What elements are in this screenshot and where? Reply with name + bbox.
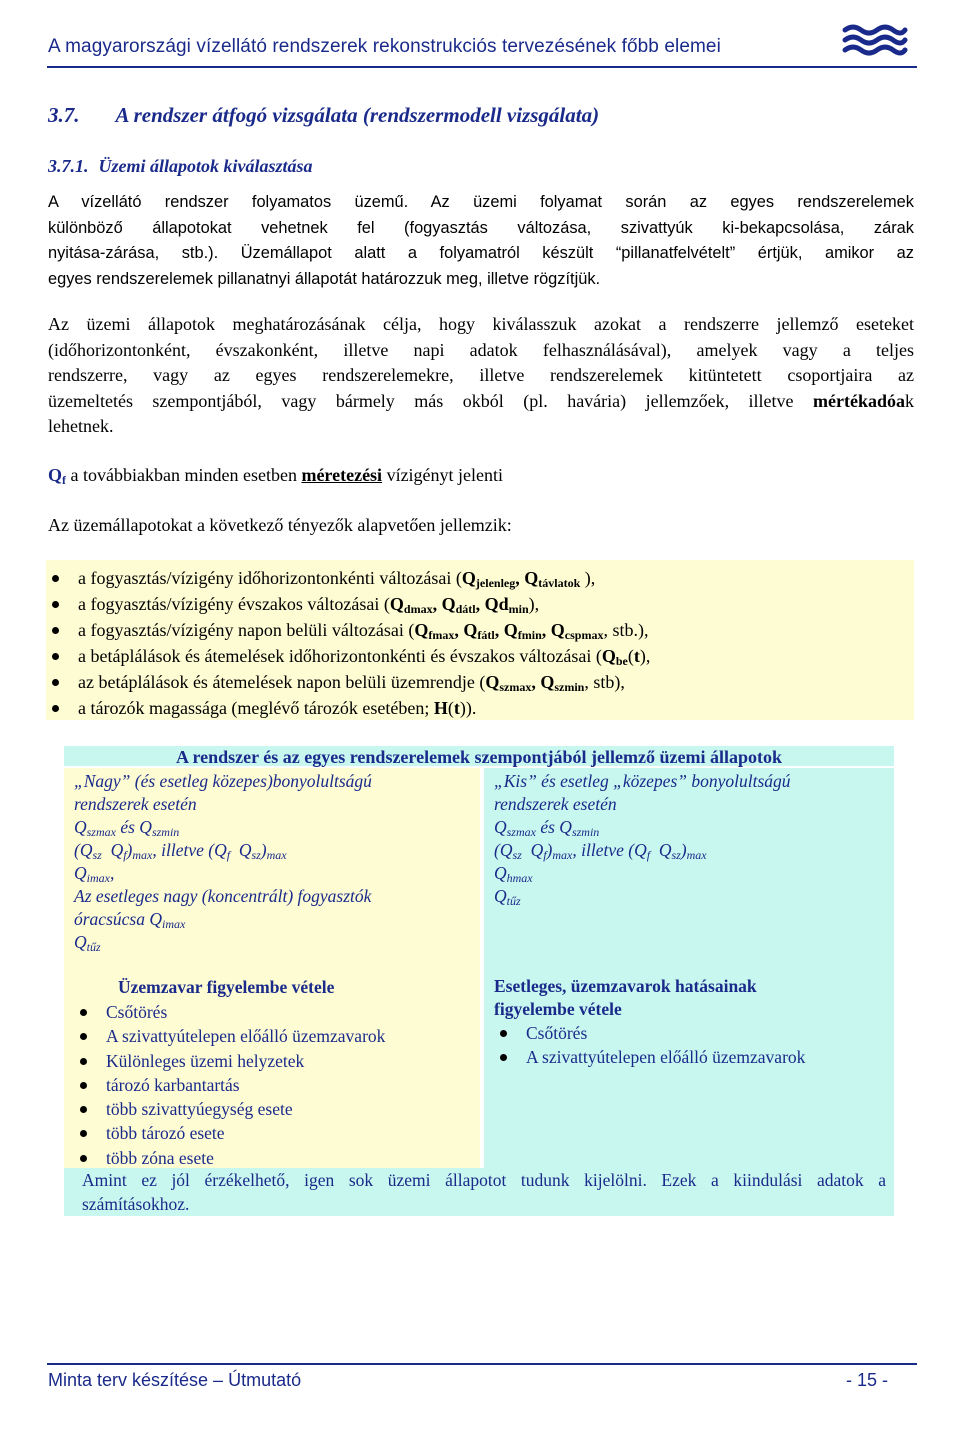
page-number: - 15 - bbox=[845, 1370, 888, 1390]
paragraph-2 bbox=[48, 312, 914, 440]
subsection-title: Üzemi állapotok kiválasztása bbox=[98, 156, 313, 176]
section-title: A rendszer átfogó vizsgálata (rendszermodell vizsgálata) bbox=[115, 103, 600, 127]
fault-left-heading: Üzemzavar figyelembe vétele bbox=[118, 977, 335, 997]
right-line-1: $Q_{szmax}$ és $Q_{szmin}$ bbox=[494, 817, 600, 839]
left-line-1: $Q_{szmax}$ és $Q_{szmin}$ bbox=[74, 817, 180, 839]
qf-text: a továbbiakban minden esetben bbox=[66, 465, 302, 485]
closing-text bbox=[82, 1168, 886, 1216]
factors-box bbox=[46, 560, 914, 720]
fault-right-heading-2: figyelembe vétele bbox=[494, 999, 622, 1019]
fault-left-item: A szivattyútelepen előálló üzemzavarok bbox=[74, 1024, 385, 1048]
factor-item: a fogyasztás/vízigény évszakos változásai ($Q_{dmax}$, $Q_{dátl}$, $Qd_{min}$), bbox=[46, 591, 914, 617]
right-line-2: ($Q_{sz}$ $Q_f)_{max}$, illetve ($Q_f$ $Q_{sz})_{max}$ bbox=[494, 840, 707, 862]
qf-definition bbox=[48, 465, 503, 486]
right-heading-1: „Kis” és esetleg „közepes” bonyolultságú bbox=[494, 771, 791, 791]
fault-right-item: A szivattyútelepen előálló üzemzavarok bbox=[494, 1045, 805, 1069]
fault-left-item: Csőtörés bbox=[74, 1000, 385, 1024]
fault-right-heading-1: Esetleges, üzemzavarok hatásainak bbox=[494, 976, 757, 996]
fault-right-item: Csőtörés bbox=[494, 1021, 805, 1045]
fault-right-heading bbox=[494, 975, 757, 1021]
fault-left-item: több szivattyúegység esete bbox=[74, 1097, 385, 1121]
subsection-heading bbox=[48, 156, 313, 177]
left-heading-2: rendszerek esetén bbox=[74, 794, 197, 814]
subsection-number: 3.7.1. bbox=[48, 156, 89, 176]
right-line-3: $Q_{hmax}$ bbox=[494, 863, 533, 885]
paragraph-line: egyes rendszerelemek pillanatnyi állapotát határozzuk meg, illetve rögzítjük. bbox=[48, 269, 601, 288]
qf-subscript: f bbox=[62, 473, 67, 487]
paragraph-line: lehetnek. bbox=[48, 416, 114, 436]
left-heading-1: „Nagy” (és esetleg közepes)bonyolultságú bbox=[74, 771, 372, 791]
qf-symbol: Q bbox=[48, 465, 63, 485]
left-line-5: óracsúcsa $Q_{imax}$ bbox=[74, 909, 186, 931]
factor-item: az betáplálások és átemelések napon belüli üzemrendje ($Q_{szmax}$, $Q_{szmin}$, stb), bbox=[46, 669, 914, 695]
fault-right-list bbox=[494, 1021, 805, 1070]
paragraph-line bbox=[48, 389, 914, 415]
paragraph-line: A vízellátó rendszer folyamatos üzemű. Az üzemi folyamat során az egyes rendszerelemek bbox=[48, 193, 914, 211]
paragraph-line: Az üzemi állapotok meghatározásának célja, hogy kiválasszuk azokat a rendszerre jellemző eseteket bbox=[48, 314, 914, 334]
factor-item: a fogyasztás/vízigény időhorizontonkénti változásai ($Q_{jelenleg}$, $Q_{távlatok}$ ), bbox=[46, 565, 914, 591]
fault-left-item: Különleges üzemi helyzetek bbox=[74, 1049, 385, 1073]
factors-intro: Az üzemállapotokat a következő tényezők alapvetően jellemzik: bbox=[48, 515, 512, 535]
section-number: 3.7. bbox=[48, 103, 80, 127]
closing-line-1: Amint ez jól érzékelhető, igen sok üzemi állapotot tudunk kijelölni. Ezek a kiindulási adatok a bbox=[82, 1170, 886, 1190]
left-line-2: ($Q_{sz}$ $Q_f)_{max}$, illetve ($Q_f$ $Q_{sz})_{max}$ bbox=[74, 840, 287, 862]
left-line-6: $Q_{tűz}$ bbox=[74, 932, 101, 954]
paragraph-line: különböző állapotokat vehetnek fel (fogyasztás változása, szivattyúk ki-bekapcsolása, zárak bbox=[48, 218, 914, 237]
right-heading-2: rendszerek esetén bbox=[494, 794, 617, 814]
paragraph-line: nyitása-zárása, stb.). Üzemállapot alatt a folyamatról készült “pillanatfelvételt” értjük, amikor az bbox=[48, 244, 914, 262]
right-line-4: $Q_{tűz}$ bbox=[494, 886, 521, 908]
running-header: A magyarországi vízellátó rendszerek rekonstrukciós tervezésének főbb elemei bbox=[48, 36, 721, 57]
table-title: A rendszer és az egyes rendszerelemek szempontjából jellemző üzemi állapotok bbox=[175, 747, 783, 767]
left-line-4: Az esetleges nagy (koncentrált) fogyasztók bbox=[74, 886, 372, 906]
fault-left-item: több zóna esete bbox=[74, 1146, 385, 1170]
paragraph-1 bbox=[48, 190, 914, 292]
paragraph-line: rendszerre, vagy az egyes rendszerelemekre, illetve rendszerelemek kitüntetett csoportjaira az bbox=[48, 365, 914, 385]
paragraph-text: üzemeltetés szempontjából, vagy bármely más okból (pl. havária) jellemzőek, illetve bbox=[48, 390, 814, 411]
factor-item: a betáplálások és átemelések időhorizontonkénti és évszakos változásai ($Q_{be}(t)$, bbox=[46, 643, 914, 669]
qf-bold: méretezési bbox=[301, 465, 383, 485]
paragraph-line: (időhorizontonként, évszakonként, illetve napi adatok felhasználásával), amelyek vagy a teljes bbox=[48, 339, 914, 360]
factors-list bbox=[46, 560, 914, 721]
footer-left: Minta terv készítése – Útmutató bbox=[48, 1370, 302, 1390]
qf-text: vízigényt jelenti bbox=[382, 465, 504, 485]
left-states bbox=[74, 770, 372, 954]
header-rule bbox=[47, 66, 917, 68]
factor-item: a fogyasztás/vízigény napon belüli változásai ($Q_{fmax}$, $Q_{fátl}$, $Q_{fmin}$, $Q_{cspmax}$, stb.), bbox=[46, 617, 914, 643]
paragraph-text: k bbox=[905, 390, 914, 411]
footer-rule bbox=[47, 1363, 917, 1365]
water-waves-logo bbox=[842, 22, 908, 58]
right-states bbox=[494, 770, 791, 908]
fault-left-item: több tározó esete bbox=[74, 1121, 385, 1145]
fault-left-list bbox=[74, 1000, 385, 1170]
closing-line-2: számításokhoz. bbox=[82, 1194, 190, 1214]
bold-term: mértékadóa bbox=[813, 390, 905, 411]
left-line-3: $Q_{imax}$, bbox=[74, 863, 115, 885]
factor-item: a tározók magassága (meglévő tározók esetében; H(t)). bbox=[46, 695, 914, 721]
fault-left-item: tározó karbantartás bbox=[74, 1073, 385, 1097]
section-heading bbox=[48, 103, 599, 128]
